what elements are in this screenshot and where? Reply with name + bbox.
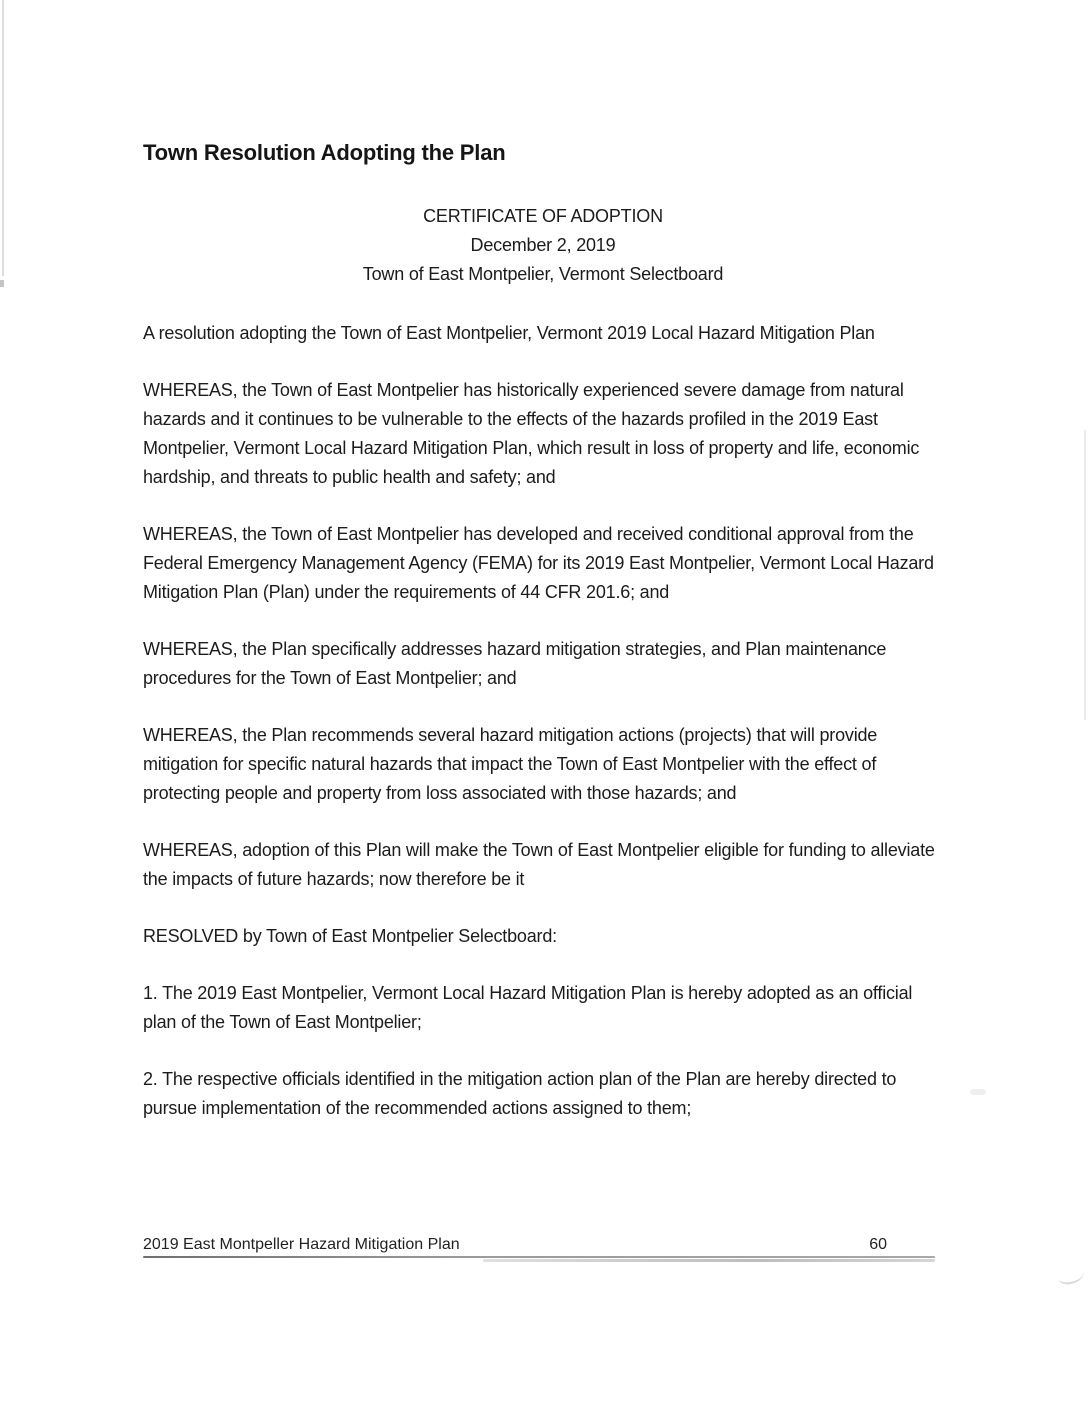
scan-artifact-left-edge: [2, 0, 4, 276]
paragraph-resolved: RESOLVED by Town of East Montpelier Selectboard:: [143, 926, 557, 946]
document-content: [143, 140, 943, 1123]
footer-rule: [143, 1256, 935, 1258]
page-footer: [143, 1236, 935, 1262]
paragraph-whereas-3: WHEREAS, the Plan specifically addresses hazard mitigation strategies, and Plan maintenance procedures for the Town of East Montpelier; and: [143, 639, 887, 688]
paragraph-resolution-intro: A resolution adopting the Town of East Montpelier, Vermont 2019 Local Hazard Mitigation Plan: [143, 323, 875, 343]
footer-page-number: 60: [869, 1236, 887, 1253]
page-title: Town Resolution Adopting the Plan: [143, 140, 506, 165]
paragraph-whereas-5: WHEREAS, adoption of this Plan will make the Town of East Montpelier eligible for funding to alleviate the impacts of future hazards; now therefore be it: [143, 840, 935, 889]
scan-artifact-left-dash: [0, 280, 4, 287]
paragraph-resolved-item-2: 2. The respective officials identified in the mitigation action plan of the Plan are hereby directed to pursue implementation of the recommended actions assigned to them;: [143, 1069, 897, 1118]
paragraph-whereas-2: WHEREAS, the Town of East Montpelier has developed and received conditional approval from the Federal Emergency Management Agency (FEMA) for its 2019 East Montpelier, Vermont Local Hazard Mitigation Plan (Plan) under the requirements of 44 CFR 201.6; and: [143, 524, 934, 602]
paragraph-resolved-item-1: 1. The 2019 East Montpelier, Vermont Local Hazard Mitigation Plan is hereby adopted as an official plan of the Town of East Montpelier;: [143, 983, 913, 1032]
paragraph-whereas-4: WHEREAS, the Plan recommends several hazard mitigation actions (projects) that will provide mitigation for specific natural hazards that impact the Town of East Montpelier with the effect of protecting people and property from loss associated with those hazards; and: [143, 725, 878, 803]
certificate-header: [143, 202, 943, 289]
scan-artifact-right-edge: [1084, 430, 1086, 720]
scan-artifact-smudge: [970, 1089, 986, 1095]
certificate-title: CERTIFICATE OF ADOPTION: [423, 206, 663, 226]
certificate-date: December 2, 2019: [470, 235, 616, 255]
scan-artifact-squiggle: [1057, 1264, 1085, 1285]
paragraph-whereas-1: WHEREAS, the Town of East Montpelier has historically experienced severe damage from natural hazards and it continues to be vulnerable to the effects of the hazards profiled in the 2019 East Montpelier, Vermont Local Hazard Mitigation Plan, which result in loss of property and life, economic hardship, and threats to public health and safety; and: [143, 380, 920, 487]
footer-document-title: 2019 East Montpeller Hazard Mitigation Plan: [143, 1236, 460, 1253]
footer-rule-shadow: [483, 1259, 935, 1262]
certificate-organization: Town of East Montpelier, Vermont Selectboard: [362, 264, 724, 284]
